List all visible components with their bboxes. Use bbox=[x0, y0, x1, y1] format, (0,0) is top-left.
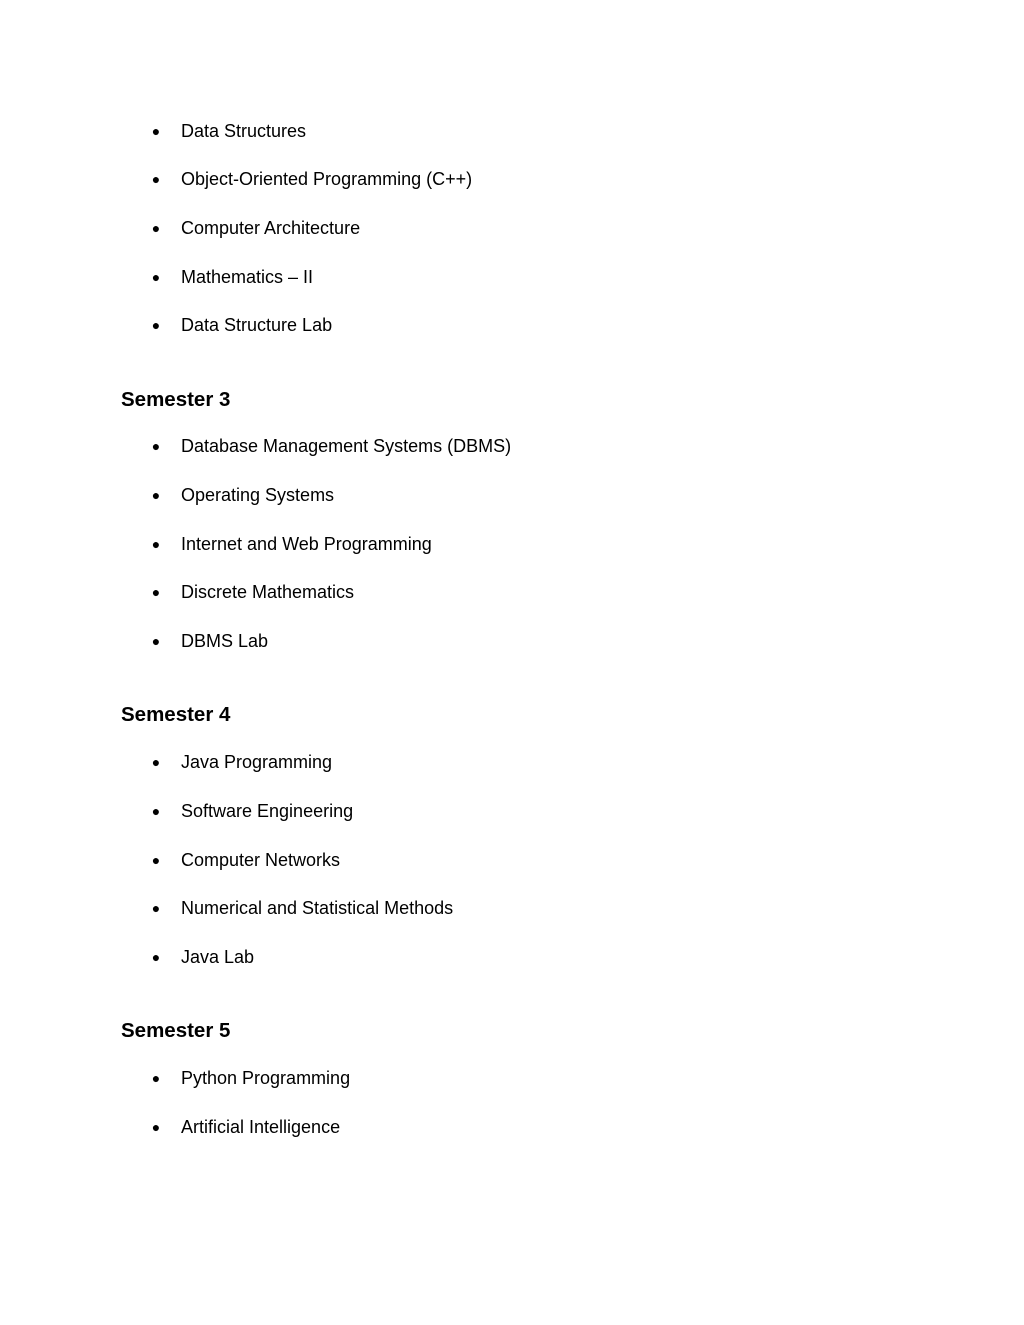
list-item bbox=[0, 738, 1024, 787]
bullet-icon: ● bbox=[151, 535, 161, 552]
bullet-icon: ● bbox=[151, 317, 161, 334]
course-list bbox=[0, 1054, 1024, 1151]
course-list bbox=[0, 738, 1024, 981]
course-name: Operating Systems bbox=[181, 485, 335, 506]
bullet-icon: ● bbox=[151, 219, 161, 236]
course-name: Data Structure Lab bbox=[181, 315, 333, 336]
bullet-icon: ● bbox=[151, 1118, 161, 1135]
bullet-icon: ● bbox=[151, 584, 161, 601]
course-name: Java Lab bbox=[181, 947, 255, 967]
list-item bbox=[0, 617, 1024, 666]
course-name: Numerical and Statistical Methods bbox=[181, 898, 454, 919]
course-name: Data Structures bbox=[181, 120, 307, 141]
bullet-icon: ● bbox=[151, 438, 161, 455]
bullet-icon: ● bbox=[151, 171, 161, 188]
section-heading: Semester 3 bbox=[121, 387, 231, 411]
list-item bbox=[0, 884, 1024, 933]
course-name: Mathematics – II bbox=[181, 266, 314, 287]
list-item bbox=[0, 568, 1024, 617]
bullet-icon: ● bbox=[151, 900, 161, 917]
list-item bbox=[0, 836, 1024, 885]
list-item bbox=[0, 471, 1024, 520]
bullet-icon: ● bbox=[151, 802, 161, 819]
course-name: Software Engineering bbox=[181, 800, 354, 821]
course-name: Java Programming bbox=[181, 752, 333, 773]
semester-section bbox=[0, 107, 1024, 350]
bullet-icon: ● bbox=[151, 949, 161, 965]
semester-section bbox=[0, 666, 1024, 982]
section-heading: Semester 4 bbox=[121, 703, 231, 727]
course-name: Computer Networks bbox=[181, 849, 341, 870]
course-name: Database Management Systems (DBMS) bbox=[181, 436, 512, 457]
course-list bbox=[0, 107, 1024, 350]
section-heading-block bbox=[0, 666, 1024, 738]
section-heading-block bbox=[0, 982, 1024, 1054]
document-body bbox=[0, 107, 1024, 1152]
bullet-icon: ● bbox=[151, 1070, 161, 1087]
list-item bbox=[0, 155, 1024, 204]
list-item bbox=[0, 107, 1024, 156]
semester-section bbox=[0, 350, 1024, 666]
course-name: DBMS Lab bbox=[181, 631, 269, 652]
list-item bbox=[0, 520, 1024, 569]
course-name: Computer Architecture bbox=[181, 217, 361, 238]
course-name: Discrete Mathematics bbox=[181, 582, 355, 603]
semester-section bbox=[0, 982, 1024, 1152]
list-item bbox=[0, 204, 1024, 253]
section-heading: Semester 5 bbox=[121, 1019, 231, 1043]
bullet-icon: ● bbox=[151, 268, 161, 285]
list-item bbox=[0, 422, 1024, 471]
bullet-icon: ● bbox=[151, 633, 161, 650]
course-name: Object-Oriented Programming (C++) bbox=[181, 169, 473, 190]
course-name: Artificial Intelligence bbox=[181, 1116, 341, 1137]
list-item bbox=[0, 787, 1024, 836]
bullet-icon: ● bbox=[151, 754, 161, 771]
list-item bbox=[0, 301, 1024, 350]
bullet-icon: ● bbox=[151, 851, 161, 868]
list-item bbox=[0, 1103, 1024, 1152]
course-name: Python Programming bbox=[181, 1068, 351, 1089]
bullet-icon: ● bbox=[151, 122, 161, 139]
course-list bbox=[0, 422, 1024, 665]
list-item bbox=[0, 253, 1024, 302]
list-item bbox=[0, 1054, 1024, 1103]
list-item bbox=[0, 933, 1024, 982]
section-heading-block bbox=[0, 350, 1024, 422]
course-name: Internet and Web Programming bbox=[181, 533, 432, 554]
bullet-icon: ● bbox=[151, 487, 161, 504]
